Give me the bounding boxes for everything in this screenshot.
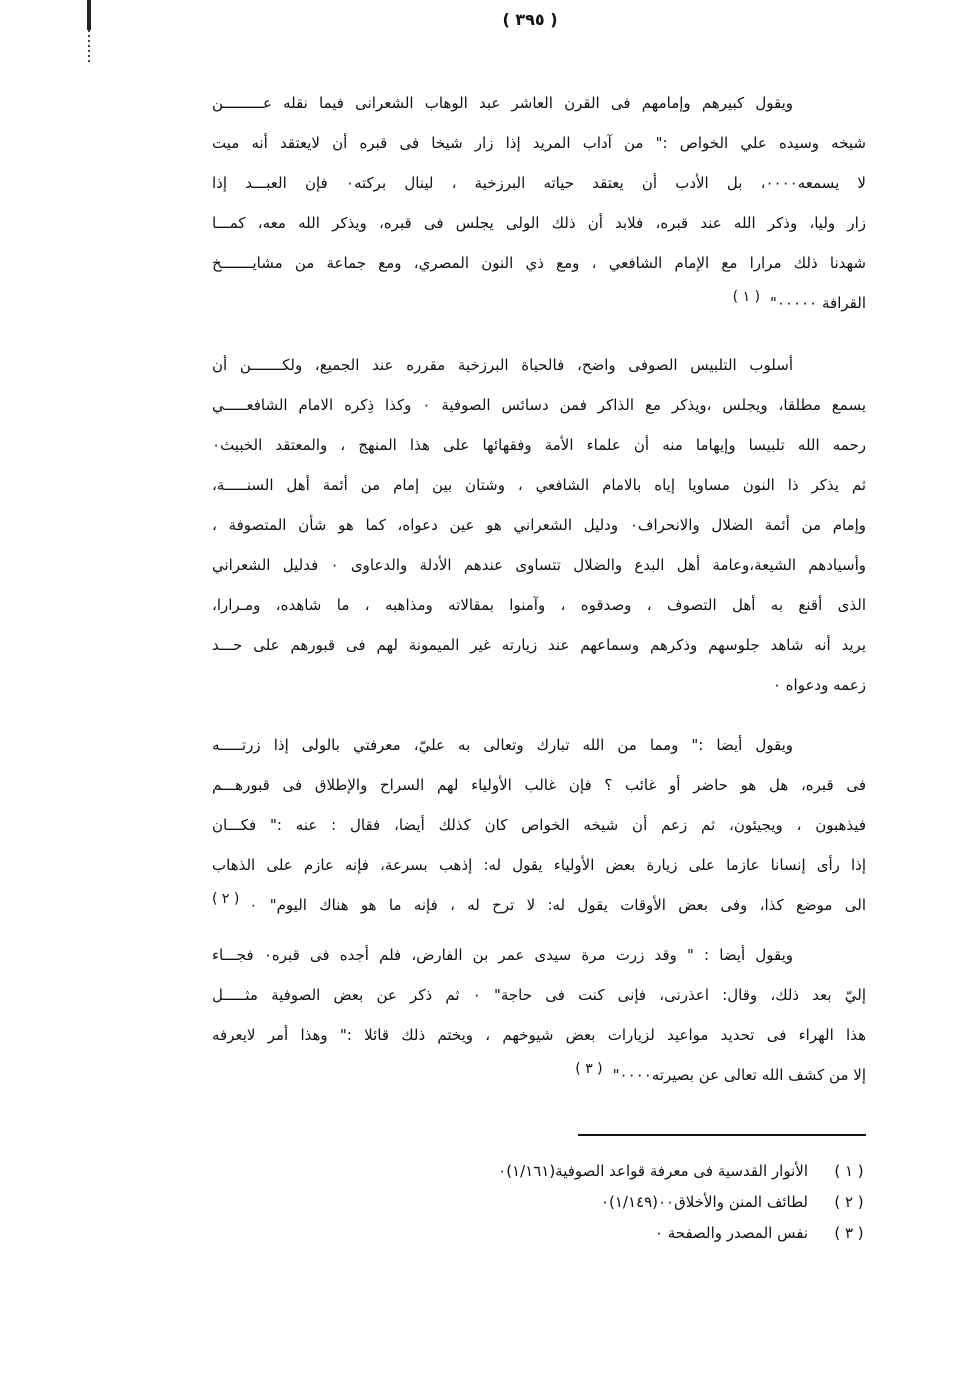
text-line: رحمه الله تلبيسا وإيهاما منه أن علماء الأمة وفقهائها على هذا المنهج ، والمعتقد الخبيث٠ xyxy=(212,436,866,454)
text-line: ويقول أيضا :" ومما من الله تبارك وتعالى به عليّ، معرفتي بالولى إذا زرتـــــه xyxy=(212,736,793,754)
text-line: فى قبره، هل هو حاضر أو غائب ؟ فإن غالب الأولياء لهم السراح والإطلاق فى قبورهـــم xyxy=(212,776,866,794)
text-line xyxy=(212,283,866,323)
paragraph xyxy=(212,83,866,323)
text-line: شهدنا ذلك مرارا مع الإمام الشافعي ، ومع ذي النون المصري، ومع جماعة من مشايـــــــخ xyxy=(212,254,866,272)
footnote xyxy=(212,1156,866,1187)
footnote xyxy=(212,1187,866,1218)
text-line: ويقول أيضا : " وقد زرت مرة سيدى عمر بن الفارض، فلم أجده فى قبره٠ فجـــاء xyxy=(212,946,793,964)
line-text: القرافة ٠٠٠٠٠" xyxy=(770,294,866,312)
paragraph xyxy=(212,345,866,705)
footnote-text: الأنوار القدسية فى معرفة قواعد الصوفية(١/١٦١)٠ xyxy=(498,1162,808,1180)
text-line: إليّ بعد ذلك، وقال: اعذرنى، فإنى كنت فى حاجة" ٠ ثم ذكر عن بعض الصوفية مثـــــل xyxy=(212,986,866,1004)
footnote-marker: ( ١ ) xyxy=(732,289,761,305)
text-line: لا يسمعه٠٠٠٠، بل الأدب أن يعتقد حياته البرزخية ، لينال بركته٠ فإن العبـــد إذا xyxy=(212,174,866,192)
text-line: أسلوب التلبيس الصوفى واضح، فالحياة البرزخية مقرره عند الجميع، ولكـــــــن أن xyxy=(212,356,793,374)
footnote-marker: ( ٢ ) xyxy=(212,891,240,907)
text-line xyxy=(212,1055,866,1095)
footnote-number: ( ٢ ) xyxy=(834,1193,864,1211)
line-text: الى موضع كذا، وفى بعض الأوقات يقول له: لا ترح له ، فإنه ما هو هناك اليوم" ٠ xyxy=(249,896,866,914)
footnote-marker: ( ٣ ) xyxy=(575,1061,603,1077)
text-line xyxy=(212,885,866,925)
text-line: فيذهبون ، ويجيئون، ثم زعم أن شيخه الخواص كان كذلك أيضا، فقال : عنه :" فكـــان xyxy=(212,816,866,834)
footnote-number: ( ١ ) xyxy=(834,1162,864,1180)
footnote-number: ( ٣ ) xyxy=(834,1224,864,1242)
text-line: وأسيادهم الشيعة،وعامة أهل البدع والضلال تتساوى عندهم الأدلة والدعاوى ٠ فدليل الشعراني xyxy=(212,556,866,574)
scan-edge-mark xyxy=(87,0,91,30)
page-number: ( ٣٩٥ ) xyxy=(502,10,558,29)
text-line: ويقول كبيرهم وإمامهم فى القرن العاشر عبد الوهاب الشعرانى فيما نقله عـــــــــن xyxy=(212,94,793,112)
paragraph xyxy=(212,725,866,925)
text-line: إذا رأى إنسانا عازما على زيارة بعض الأولياء يقول له: إذهب بسرعة، فإنه عازم على الذهاب xyxy=(212,856,866,874)
text-line: الذى أقنع به أهل التصوف ، وصدقوه ، وآمنوا بمقالاته ومذاهبه ، ما شاهده، ومـرارا، xyxy=(212,596,866,614)
footnote xyxy=(212,1218,866,1249)
text-line: يريد أنه شاهد جلوسهم وذكرهم وسماعهم عند زيارته غير الميمونة لهم فى قبورهم على حـــد xyxy=(212,636,866,654)
footnote-divider xyxy=(578,1134,866,1136)
text-line: زعمه ودعواه ٠ xyxy=(772,676,866,694)
scan-edge-speckle xyxy=(88,30,90,64)
text-line: هذا الهراء فى تحديد مواعيد لزيارات بعض شيوخهم ، ويختم ذلك قائلا :" وهذا أمر لايعرفه xyxy=(212,1026,866,1044)
text-line: وإمام من أئمة الضلال والانحراف٠ ودليل الشعراني هو عين دعواه، كما هو شأن المتصوفة ، xyxy=(212,516,867,534)
footnotes xyxy=(212,1156,866,1249)
text-line: زار وليا، وذكر الله عند قبره، فلابد أن ذلك الولى يجلس فى قبره، ويذكر الله معه، كمـــا xyxy=(212,214,866,232)
paragraph xyxy=(212,935,866,1095)
text-line: يسمع مطلقا، ويجلس ،ويذكر مع الذاكر فمن دسائس الصوفية ٠ وكذا ذِكره الامام الشافعـــــي xyxy=(212,396,867,414)
text-line: ثم يذكر ذا النون مساويا إياه بالامام الشافعي ، وشتان بين إمام من أئمة أهل السنـــــة، xyxy=(212,476,866,494)
line-text: إلا من كشف الله تعالى عن بصيرته٠٠٠٠" xyxy=(612,1066,866,1084)
footnote-text: نفس المصدر والصفحة ٠ xyxy=(654,1224,808,1242)
text-line: شيخه وسيده علي الخواص :" من آداب المريد إذا زار شيخا فى قبره أن لايعتقد أنه ميت xyxy=(212,134,866,152)
footnote-text: لطائف المنن والأخلاق٠٠(١/١٤٩)٠ xyxy=(600,1193,808,1211)
